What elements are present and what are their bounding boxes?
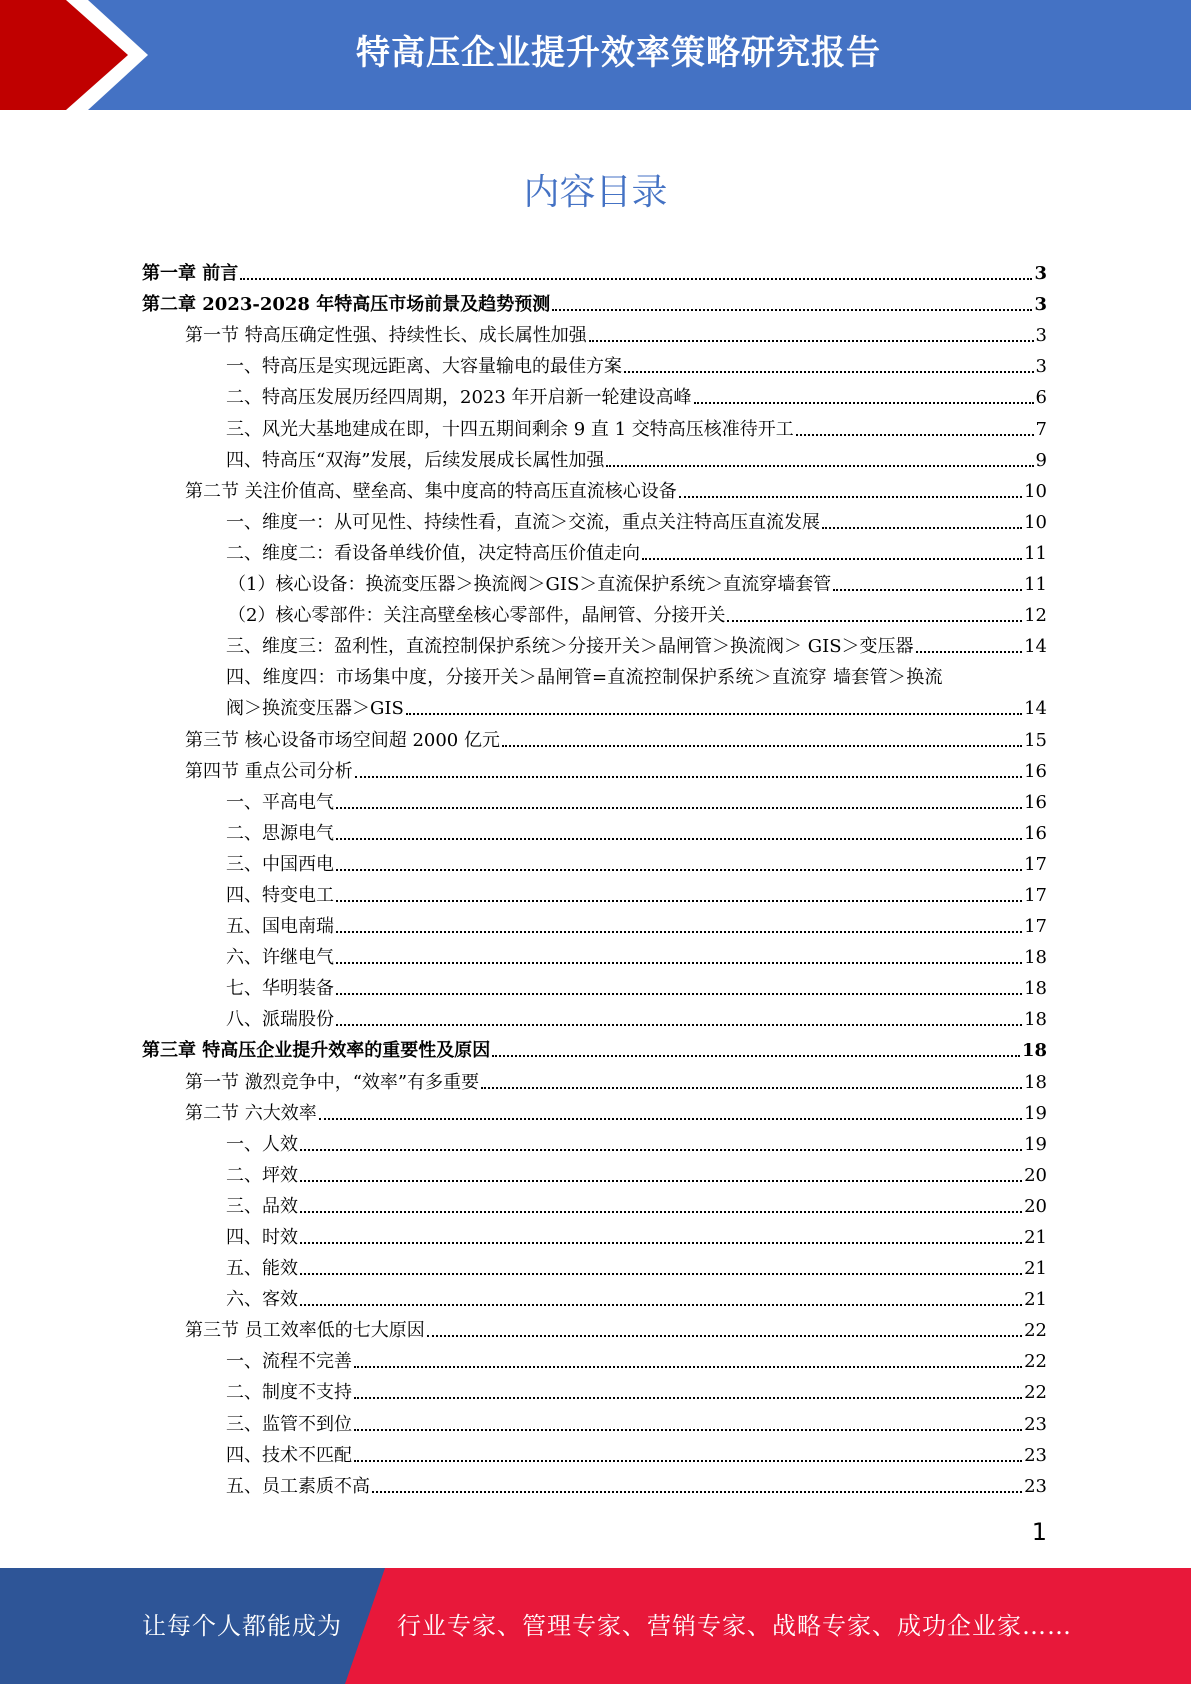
toc-entry-page: 22	[1024, 1382, 1047, 1404]
toc-entry-text: 六、客效	[226, 1289, 298, 1311]
toc-dot-leader	[406, 713, 1022, 715]
toc-entry[interactable]	[142, 1311, 1047, 1342]
toc-entry[interactable]	[142, 876, 1047, 907]
toc-entry-text: 一、流程不完善	[226, 1351, 352, 1373]
toc-dot-leader	[336, 807, 1022, 809]
toc-entry-text: 五、员工素质不高	[226, 1475, 370, 1497]
toc-dot-leader	[300, 1273, 1022, 1275]
toc-entry-page: 10	[1024, 480, 1047, 502]
toc-entry-page: 3	[1035, 356, 1047, 378]
toc-entry[interactable]	[142, 347, 1047, 378]
toc-entry[interactable]	[142, 1125, 1047, 1156]
toc-entry-text: 阀＞换流变压器＞GIS	[226, 698, 404, 720]
toc-dot-leader	[354, 1429, 1022, 1431]
toc-dot-leader	[336, 838, 1022, 840]
toc-dot-leader	[300, 1149, 1022, 1151]
toc-dot-leader	[694, 402, 1034, 404]
toc-entry-page: 12	[1024, 605, 1047, 627]
toc-entry-text: 三、品效	[226, 1195, 298, 1217]
toc-dot-leader	[822, 527, 1022, 529]
toc-entry-page: 3	[1035, 325, 1047, 347]
toc-entry-text: 第二章 2023-2028 年特高压市场前景及趋势预测	[142, 294, 551, 316]
toc-dot-leader	[427, 1335, 1022, 1337]
toc-entry-text: 三、监管不到位	[226, 1413, 352, 1435]
toc-dot-leader	[642, 558, 1022, 560]
toc-entry[interactable]	[142, 1249, 1047, 1280]
toc-dot-leader	[336, 869, 1022, 871]
toc-entry-page: 14	[1024, 698, 1047, 720]
toc-entry[interactable]	[142, 441, 1047, 472]
toc-dot-leader	[300, 1242, 1022, 1244]
toc-entry-page: 18	[1024, 947, 1047, 969]
toc-entry-text: 四、特高压“双海”发展，后续发展成长属性加强	[226, 449, 605, 471]
toc-dot-leader	[336, 993, 1022, 995]
toc-entry-text: 第三节 核心设备市场空间超 2000 亿元	[185, 729, 500, 751]
toc-entry[interactable]	[142, 845, 1047, 876]
toc-entry-page: 11	[1024, 542, 1047, 564]
toc-entry[interactable]	[142, 378, 1047, 409]
toc-dot-leader	[336, 962, 1022, 964]
footer-slogan-right: 行业专家、管理专家、营销专家、战略专家、成功企业家……	[397, 1612, 1072, 1640]
toc-dot-leader	[552, 309, 1032, 311]
toc-entry-page: 23	[1024, 1475, 1047, 1497]
toc-entry[interactable]	[142, 689, 1047, 720]
toc-entry-text: 四、时效	[226, 1227, 298, 1248]
toc-entry-text: 四、特变电工	[226, 884, 334, 906]
toc-entry-page: 18	[1024, 1009, 1047, 1031]
toc-dot-leader	[354, 1460, 1022, 1462]
toc-entry[interactable]	[142, 783, 1047, 814]
toc-entry-page: 22	[1024, 1351, 1047, 1373]
toc-dot-leader	[319, 1118, 1022, 1120]
toc-entry-text: 第三章 特高压企业提升效率的重要性及原因	[142, 1040, 491, 1062]
toc-entry-page: 20	[1024, 1195, 1047, 1217]
toc-dot-leader	[481, 1087, 1022, 1089]
toc-entry-text: 四、技术不匹配	[226, 1444, 352, 1466]
toc-entry-page: 16	[1024, 760, 1047, 782]
toc-entry-text: （1）核心设备：换流变压器＞换流阀＞GIS＞直流保护系统＞直流穿墙套管	[228, 574, 832, 596]
toc-entry[interactable]	[142, 1404, 1047, 1435]
toc-entry-text: 二、维度二：看设备单线价值，决定特高压价值走向	[226, 542, 640, 564]
toc-entry-page: 20	[1024, 1164, 1047, 1186]
toc-entry-page: 18	[1021, 1040, 1047, 1062]
toc-entry-page: 21	[1024, 1227, 1047, 1248]
toc-entry[interactable]	[142, 1342, 1047, 1373]
toc-entry[interactable]	[142, 1062, 1047, 1093]
toc-entry[interactable]	[142, 1000, 1047, 1031]
toc-entry-text: 第二节 六大效率	[185, 1102, 317, 1124]
toc-entry-page: 6	[1035, 387, 1047, 409]
toc-entry[interactable]	[142, 1156, 1047, 1187]
toc-entry[interactable]	[142, 907, 1047, 938]
toc-dot-leader	[355, 776, 1022, 778]
footer-slogan-left: 让每个人都能成为	[142, 1612, 342, 1640]
toc-entry-text: 二、思源电气	[226, 822, 334, 844]
toc-entry-page: 3	[1034, 294, 1047, 316]
table-of-contents	[142, 254, 1047, 1498]
toc-entry-page: 3	[1034, 263, 1047, 285]
toc-entry-page: 22	[1024, 1320, 1047, 1342]
toc-entry[interactable]	[142, 1373, 1047, 1404]
toc-entry-text: 六、许继电气	[226, 947, 334, 969]
toc-entry-text: 一、人效	[226, 1133, 298, 1155]
toc-entry-text: 五、能效	[226, 1258, 298, 1280]
toc-entry[interactable]	[142, 472, 1047, 503]
toc-entry[interactable]	[142, 285, 1047, 316]
toc-entry-text: 八、派瑞股份	[226, 1009, 334, 1031]
toc-entry-text: 五、国电南瑞	[226, 916, 334, 938]
toc-entry[interactable]	[142, 503, 1047, 534]
toc-dot-leader	[336, 1024, 1022, 1026]
toc-entry[interactable]	[142, 814, 1047, 845]
toc-entry-page: 14	[1024, 636, 1047, 658]
toc-entry-page: 18	[1024, 1071, 1047, 1093]
toc-entry-page: 17	[1024, 853, 1047, 875]
toc-entry-page: 10	[1024, 511, 1047, 533]
toc-dot-leader	[796, 434, 1034, 436]
toc-entry-text: 二、特高压发展历经四周期，2023 年开启新一轮建设高峰	[226, 387, 692, 409]
toc-entry[interactable]	[142, 596, 1047, 627]
toc-entry-page: 21	[1024, 1258, 1047, 1280]
page-footer	[0, 1568, 1191, 1684]
toc-entry-text: 第一节 激烈竞争中，“效率”有多重要	[185, 1071, 480, 1093]
toc-dot-leader	[492, 1055, 1020, 1057]
toc-dot-leader	[336, 931, 1022, 933]
toc-entry-page: 9	[1035, 449, 1047, 471]
toc-entry-page: 17	[1024, 916, 1047, 938]
toc-entry-text: 一、特高压是实现远距离、大容量输电的最佳方案	[226, 356, 622, 378]
toc-entry-text: 二、坪效	[226, 1164, 298, 1186]
toc-dot-leader	[240, 278, 1032, 280]
toc-dot-leader	[679, 496, 1022, 498]
toc-entry[interactable]	[142, 1280, 1047, 1311]
toc-entry-text: 三、风光大基地建成在即，十四五期间剩余 9 直 1 交特高压核准待开工	[226, 418, 794, 440]
toc-entry-text: 第三节 员工效率低的七大原因	[185, 1320, 425, 1342]
toc-entry-page: 15	[1024, 729, 1047, 751]
toc-entry-page: 19	[1024, 1133, 1047, 1155]
toc-dot-leader	[300, 1304, 1022, 1306]
toc-entry[interactable]	[142, 1094, 1047, 1125]
toc-dot-leader	[300, 1180, 1022, 1182]
toc-entry-page: 11	[1024, 574, 1047, 596]
toc-entry-text: 三、维度三：盈利性，直流控制保护系统＞分接开关＞晶闸管＞换流阀＞ GIS＞变压器	[226, 636, 914, 658]
toc-entry[interactable]	[142, 534, 1047, 565]
page-header	[0, 0, 1191, 110]
toc-entry[interactable]	[142, 1187, 1047, 1218]
toc-entry[interactable]	[142, 565, 1047, 596]
toc-entry-text: （2）核心零部件：关注高壁垒核心零部件，晶闸管、分接开关	[228, 605, 726, 627]
toc-entry-text: 一、平高电气	[226, 791, 334, 813]
toc-entry[interactable]	[142, 658, 1047, 689]
report-title: 特高压企业提升效率策略研究报告	[356, 33, 881, 73]
toc-entry[interactable]	[142, 1436, 1047, 1467]
toc-entry-text: 第一章 前言	[142, 263, 239, 285]
toc-entry[interactable]	[142, 1467, 1047, 1498]
page-number: 1	[1031, 1518, 1047, 1546]
toc-entry-page: 18	[1024, 978, 1047, 1000]
toc-entry-text: 三、中国西电	[226, 853, 334, 875]
toc-entry-page: 16	[1024, 791, 1047, 813]
toc-entry[interactable]	[142, 969, 1047, 1000]
toc-entry-text: 二、制度不支持	[226, 1382, 352, 1404]
toc-entry[interactable]	[142, 1218, 1047, 1249]
toc-entry-page: 19	[1024, 1102, 1047, 1124]
toc-dot-leader	[502, 745, 1022, 747]
toc-dot-leader	[354, 1366, 1022, 1368]
toc-entry-text: 第四节 重点公司分析	[185, 760, 353, 782]
toc-entry[interactable]	[142, 1031, 1047, 1062]
toc-entry-page: 7	[1035, 418, 1047, 440]
toc-entry[interactable]	[142, 752, 1047, 783]
toc-entry-page: 16	[1024, 822, 1047, 844]
toc-entry[interactable]	[142, 627, 1047, 658]
toc-entry[interactable]	[142, 409, 1047, 440]
toc-entry-text: 四、维度四：市场集中度，分接开关＞晶闸管=直流控制保护系统＞直流穿 墙套管＞换流	[226, 667, 943, 689]
toc-entry-text: 第二节 关注价值高、壁垒高、集中度高的特高压直流核心设备	[185, 480, 677, 502]
toc-dot-leader	[727, 620, 1022, 622]
toc-dot-leader	[624, 371, 1034, 373]
toc-entry-text: 七、华明装备	[226, 978, 334, 1000]
toc-dot-leader	[833, 589, 1022, 591]
toc-entry-text: 一、维度一：从可见性、持续性看，直流＞交流，重点关注特高压直流发展	[226, 511, 820, 533]
toc-entry[interactable]	[142, 938, 1047, 969]
toc-dot-leader	[300, 1211, 1022, 1213]
toc-dot-leader	[354, 1397, 1022, 1399]
toc-entry[interactable]	[142, 720, 1047, 751]
toc-dot-leader	[916, 651, 1023, 653]
toc-entry-text: 第一节 特高压确定性强、持续性长、成长属性加强	[185, 325, 587, 347]
toc-title: 内容目录	[523, 172, 668, 213]
toc-entry-page: 17	[1024, 884, 1047, 906]
toc-entry[interactable]	[142, 254, 1047, 285]
toc-entry[interactable]	[142, 316, 1047, 347]
toc-entry-page: 23	[1024, 1444, 1047, 1466]
toc-entry-page: 21	[1024, 1289, 1047, 1311]
toc-dot-leader	[336, 900, 1022, 902]
toc-dot-leader	[372, 1491, 1022, 1493]
toc-dot-leader	[589, 340, 1034, 342]
toc-dot-leader	[606, 465, 1033, 467]
toc-entry-page: 23	[1024, 1413, 1047, 1435]
